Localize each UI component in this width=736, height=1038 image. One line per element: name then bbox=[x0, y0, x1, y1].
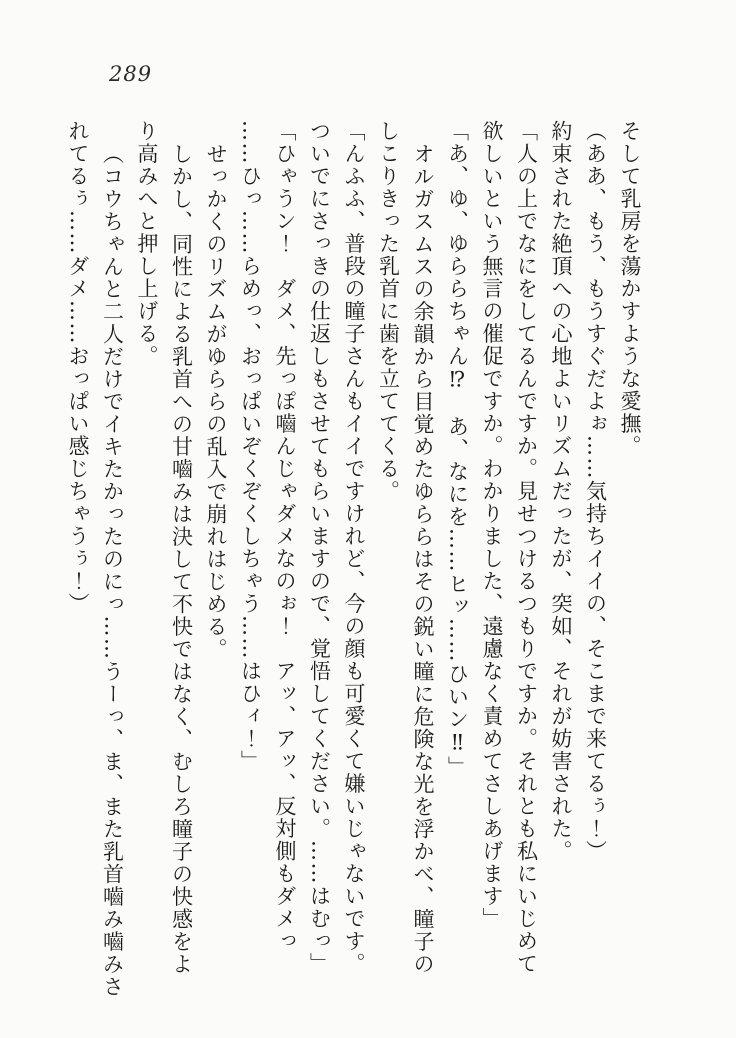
text-line: 「ひゃうン！ ダメ、先っぽ嚙んじゃダメなのぉ！ アッ、アッ、反対側もダメっ bbox=[273, 120, 297, 953]
text-line: れてるぅ……ダメ……おっぱい感じちゃうぅ！） bbox=[66, 120, 90, 615]
text-line: ……ひっ……らめっ、おっぱいぞくぞくしちゃう……はひィ！」 bbox=[238, 120, 263, 773]
text-line: り高みへと押し上げる。 bbox=[135, 120, 159, 368]
text-line: 欲しいという無言の催促ですか。わかりました、遠慮なく責めてさしあげます」 bbox=[480, 120, 504, 930]
text-line: （ああ、もう、もうすぐだよぉ……気持ちイイの、そこまで来てるぅ！） bbox=[583, 120, 608, 863]
text-line: しこりきった乳首に歯を立ててくる。 bbox=[376, 120, 401, 503]
text-line: せっかくのリズムがゆららの乱入で崩れはじめる。 bbox=[204, 142, 228, 660]
text-line: そして乳房を蕩かすような愛撫。 bbox=[618, 120, 642, 458]
text-line: ついでにさっきの仕返しもさせてもらいますので、覚悟してください。……はむっ」 bbox=[307, 120, 332, 975]
text-line: （コウちゃんと二人だけでイキたかったのにっ……うーっ、ま、また乳首嚙み嚙みさ bbox=[100, 142, 125, 998]
text-line: 「あ、ゆ、ゆららちゃん⁉ あ、なにを……ヒッ……ひいン‼」 bbox=[445, 120, 470, 779]
page-number: 289 bbox=[109, 62, 153, 86]
text-line: 「んふふ、普段の瞳子さんもイイですけれど、今の顔も可愛くて嫌いじゃないです。 bbox=[342, 120, 366, 975]
text-line: 約束された絶頂への心地よいリズムだったが、突如、それが妨害された。 bbox=[549, 120, 573, 863]
text-line: オルガスムスの余韻から目覚めたゆららはその鋭い瞳に危険な光を浮かべ、瞳子の bbox=[411, 142, 435, 975]
text-line: 「人の上でなにをしてるんですか。見せつけるつもりですか。それとも私にいじめて bbox=[514, 120, 539, 975]
text-block bbox=[61, 120, 648, 1000]
text-line: しかし、同性による乳首への甘嚙みは決して不快ではなく、むしろ瞳子の快感をよ bbox=[169, 142, 194, 975]
